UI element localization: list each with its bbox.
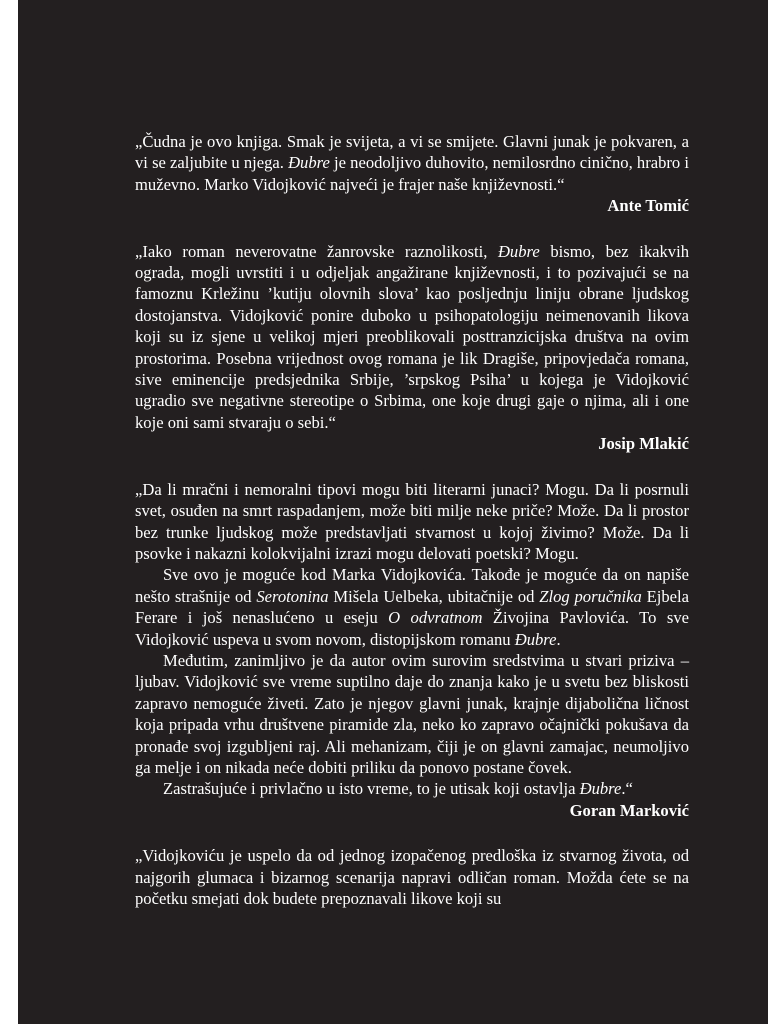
quote-paragraph: Sve ovo je moguće kod Marka Vidojkovića. Takođe je moguće da on napiše nešto strašnije od Serotonina Mišela Uelbeka, ubitačnije od Zlog poručnika Ejbela Ferare i još nenaslućeno u eseju O odvratnom Živojina Pavlovića. To sve Vidojković uspeva u svom novom, distopijskom romanu Đubre. xyxy=(135,565,689,649)
quote-paragraph: Međutim, zanimljivo je da autor ovim surovim sredstvima u stvari priziva – ljubav. Vidojković sve vreme suptilno daje do znanja kako je u svetu bez bliskosti zapravo nemoguće živeti. Zato je njegov glavni junak, krajnje dijabolična ličnost koja pripada vrhu društvene piramide zla, neko ko zapravo očajnički pokušava da pronađe svoj izgubljeni raj. Ali mehanizam, čiji je on glavni zamajac, neumoljivo ga melje i on nikada neće dobiti priliku da ponovo postane čovek. xyxy=(135,650,689,777)
quote-author: Ante Tomić xyxy=(607,196,689,216)
quote-text: „Iako roman neverovatne žanrovske raznolikosti, Đubre bismo, bez ikakvih ograda, mogli uvrstiti i u odjeljak angažirane književnosti, i to pozivajući se na famoznu Krležinu ’kutiju olovnih slova’ kao posljednju liniju obrane ljudskog dostojanstva. Vidojković ponire duboko u psihopatologiju neimenovanih likova koji su iz sjene u velikoj mjeri preoblikovali posttranzicijska društva na ovim prostorima. Posebna vrijednost ovog romana je lik Dragiše, pripovjedača romana, sive eminencije predsjednika Srbije, ’srpskog Psiha’ u kojega je Vidojković ugradio sve negativne stereotipe o Srbima, one koje drugi gaje o njima, ali i one koje oni sami stvaraju o sebi.“ xyxy=(135,241,689,432)
quote-paragraph: Zastrašujuće i privlačno u isto vreme, to je utisak koji ostavlja Đubre.“ xyxy=(163,779,633,799)
quote-goran-markovic xyxy=(135,479,689,822)
quote-ante-tomic xyxy=(135,131,689,217)
quote-paragraph: „Da li mračni i nemoralni tipovi mogu biti literarni junaci? Mogu. Da li posrnuli svet, osuđen na smrt raspadanjem, može biti milje neke priče? Može. Da li prostor bez trunke ljudskog može predstavljati stvarnost u kojoj živimo? Može. Da li psovke i nakazni kolokvijalni izrazi mogu delovati poetski? Mogu. xyxy=(135,479,689,563)
book-page xyxy=(18,0,768,1024)
quote-text: „Vidojkoviću je uspelo da od jednog izopačenog predloška iz stvarnog života, od najgorih glumaca i bizarnog scenarija napravi odličan roman. Možda ćete se na početku smejati dok budete prepoznavali likove koji su xyxy=(135,846,689,908)
quote-josip-mlakic xyxy=(135,241,689,455)
quote-partial xyxy=(135,845,689,909)
quote-author: Josip Mlakić xyxy=(598,434,689,454)
quote-author: Goran Marković xyxy=(569,800,689,820)
quote-text: „Čudna je ovo knjiga. Smak je svijeta, a vi se smijete. Glavni junak je pokvaren, a vi se zaljubite u njega. Đubre je neodoljivo duhovito, nemilosrdno cinično, hrabro i muževno. Marko Vidojković najveći je frajer naše književnosti.“ xyxy=(135,132,690,194)
blurb-content xyxy=(135,131,689,933)
